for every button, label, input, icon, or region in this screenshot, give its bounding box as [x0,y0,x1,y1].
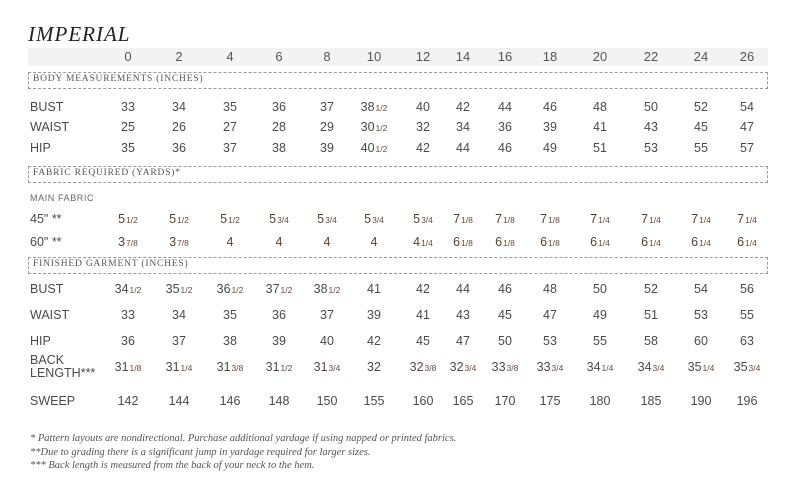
table-cell: 29 [320,120,334,134]
table-cell: 170 [494,394,516,408]
section-fabric-label: FABRIC REQUIRED (YARDS)* [33,168,181,178]
table-cell: 53 [694,308,708,322]
table-cell: 343/4 [637,360,665,374]
table-cell: 148 [268,394,290,408]
table-cell: 33 [121,100,135,114]
table-cell: 53/4 [413,212,433,226]
footnotes [30,432,456,473]
table-cell: 47 [543,308,557,322]
table-cell: 45 [498,308,512,322]
table-cell: 37/8 [169,235,189,249]
footnote-1: * Pattern layouts are nondirectional. Purchase additional yardage if using napped or printed fabrics. [30,433,457,444]
table-row [0,141,800,161]
table-cell: 53/4 [269,212,289,226]
table-cell: 160 [412,394,434,408]
table-cell: 351/4 [687,360,715,374]
table-cell: 61/4 [691,235,711,249]
size-10-header: 10 [366,49,382,64]
row-label: HIP [30,141,51,155]
table-cell: 40 [320,334,334,348]
table-cell: 42 [416,282,430,296]
table-cell: 61/8 [540,235,560,249]
size-0-header: 0 [124,49,132,64]
size-26-header: 26 [739,49,755,64]
table-cell: 333/4 [536,360,564,374]
table-cell: 28 [272,120,286,134]
table-cell: 41 [593,120,607,134]
table-cell: 51/2 [169,212,189,226]
table-row [0,334,800,354]
size-24-header: 24 [693,49,709,64]
table-cell: 57 [740,141,754,155]
table-cell: 71/4 [641,212,661,226]
table-cell: 37 [320,308,334,322]
table-cell: 311/4 [165,360,193,374]
table-cell: 190 [690,394,712,408]
table-cell: 71/8 [453,212,473,226]
pattern-title: IMPERIAL [28,22,131,46]
table-row [0,212,800,232]
table-cell: 71/8 [495,212,515,226]
table-cell: 47 [740,120,754,134]
table-cell: 48 [593,100,607,114]
table-cell: 50 [498,334,512,348]
table-row [0,353,800,380]
table-cell: 4 [275,235,283,249]
row-label: 45" ** [30,212,62,226]
table-cell: 44 [498,100,512,114]
table-cell: 55 [593,334,607,348]
row-label: HIP [30,334,51,348]
table-cell: 313/4 [313,360,341,374]
table-row [0,120,800,140]
table-cell: 353/4 [733,360,761,374]
table-row [0,282,800,302]
table-cell: 39 [367,308,381,322]
table-cell: 49 [543,141,557,155]
table-cell: 27 [223,120,237,134]
table-row [0,308,800,328]
table-cell: 53 [644,141,658,155]
table-cell: 196 [736,394,758,408]
footnote-3: *** Back length is measured from the back of your neck to the hem. [30,460,315,471]
table-cell: 55 [740,308,754,322]
table-cell: 311/2 [265,360,293,374]
table-cell: 311/8 [114,360,142,374]
table-cell: 333/8 [491,360,519,374]
table-cell: 41/4 [413,235,433,249]
table-cell: 61/4 [737,235,757,249]
table-cell: 52 [694,100,708,114]
table-cell: 36 [172,141,186,155]
table-cell: 50 [593,282,607,296]
table-cell: 323/4 [449,360,477,374]
table-cell: 371/2 [265,282,293,296]
table-cell: 37 [172,334,186,348]
row-label: WAIST [30,308,70,322]
table-cell: 301/2 [360,120,388,134]
table-cell: 42 [416,141,430,155]
table-cell: 36 [498,120,512,134]
table-cell: 39 [272,334,286,348]
table-cell: 35 [223,100,237,114]
table-cell: 54 [740,100,754,114]
table-cell: 53/4 [317,212,337,226]
table-cell: 46 [498,282,512,296]
table-cell: 4 [323,235,331,249]
table-cell: 40 [416,100,430,114]
size-18-header: 18 [542,49,558,64]
table-cell: 38 [272,141,286,155]
table-cell: 43 [456,308,470,322]
table-cell: 53 [543,334,557,348]
table-cell: 71/4 [737,212,757,226]
table-cell: 71/4 [590,212,610,226]
section-finished-garment [28,257,768,274]
table-row [0,235,800,255]
table-cell: 185 [640,394,662,408]
table-cell: 165 [452,394,474,408]
table-cell: 41 [367,282,381,296]
size-6-header: 6 [275,49,283,64]
table-cell: 155 [363,394,385,408]
size-8-header: 8 [323,49,331,64]
main-fabric-label: MAIN FABRIC [30,193,95,203]
table-cell: 38 [223,334,237,348]
table-cell: 150 [316,394,338,408]
table-cell: 51/2 [220,212,240,226]
row-label: SWEEP [30,394,76,408]
table-cell: 341/4 [586,360,614,374]
table-row [0,394,800,414]
row-label: BUST [30,100,64,114]
table-cell: 42 [367,334,381,348]
size-14-header: 14 [455,49,471,64]
table-cell: 61/4 [590,235,610,249]
size-12-header: 12 [415,49,431,64]
table-cell: 53/4 [364,212,384,226]
size-16-header: 16 [497,49,513,64]
row-label: WAIST [30,120,70,134]
table-cell: 144 [168,394,190,408]
table-cell: 47 [456,334,470,348]
table-cell: 146 [219,394,241,408]
size-22-header: 22 [643,49,659,64]
table-cell: 361/2 [216,282,244,296]
table-cell: 33 [121,308,135,322]
footnote-2: **Due to grading there is a significant jump in yardage required for larger sizes. [30,446,371,458]
row-label [30,354,95,380]
table-cell: 25 [121,120,135,134]
table-cell: 341/2 [114,282,142,296]
table-cell: 41 [416,308,430,322]
table-cell: 56 [740,282,754,296]
row-label-line: LENGTH*** [30,366,96,380]
table-cell: 4 [226,235,234,249]
table-cell: 44 [456,282,470,296]
section-fabric-required [28,166,768,183]
table-cell: 381/2 [313,282,341,296]
table-cell: 61/4 [641,235,661,249]
table-cell: 36 [272,100,286,114]
table-cell: 39 [543,120,557,134]
table-cell: 51 [644,308,658,322]
table-cell: 45 [694,120,708,134]
table-cell: 4 [370,235,378,249]
section-body-measurements [28,72,768,89]
table-cell: 32 [416,120,430,134]
table-cell: 34 [172,308,186,322]
table-cell: 34 [172,100,186,114]
table-cell: 63 [740,334,754,348]
table-cell: 142 [117,394,139,408]
table-cell: 61/8 [453,235,473,249]
size-20-header: 20 [592,49,608,64]
size-header-row [28,48,768,66]
table-cell: 61/8 [495,235,515,249]
table-cell: 51/2 [118,212,138,226]
table-cell: 180 [589,394,611,408]
table-cell: 37 [223,141,237,155]
table-cell: 35 [223,308,237,322]
table-cell: 42 [456,100,470,114]
table-cell: 60 [694,334,708,348]
table-cell: 36 [272,308,286,322]
table-cell: 71/8 [540,212,560,226]
table-cell: 45 [416,334,430,348]
section-body-label: BODY MEASUREMENTS (INCHES) [33,74,204,84]
table-cell: 49 [593,308,607,322]
row-label: BUST [30,282,64,296]
table-cell: 313/8 [216,360,244,374]
table-cell: 401/2 [360,141,388,155]
row-label-line: BACK [30,353,65,367]
table-cell: 50 [644,100,658,114]
table-cell: 48 [543,282,557,296]
table-cell: 51 [593,141,607,155]
section-garment-label: FINISHED GARMENT (INCHES) [33,259,189,269]
table-cell: 44 [456,141,470,155]
table-row [0,100,800,120]
table-cell: 381/2 [360,100,388,114]
table-cell: 26 [172,120,186,134]
table-cell: 37 [320,100,334,114]
table-cell: 39 [320,141,334,155]
table-cell: 175 [539,394,561,408]
table-cell: 32 [367,360,381,374]
table-cell: 71/4 [691,212,711,226]
row-label: 60" ** [30,235,62,249]
table-cell: 55 [694,141,708,155]
table-cell: 34 [456,120,470,134]
table-cell: 35 [121,141,135,155]
table-cell: 58 [644,334,658,348]
size-4-header: 4 [226,49,234,64]
table-cell: 351/2 [165,282,193,296]
table-cell: 46 [498,141,512,155]
size-2-header: 2 [175,49,183,64]
table-cell: 43 [644,120,658,134]
table-cell: 37/8 [118,235,138,249]
table-cell: 54 [694,282,708,296]
table-cell: 52 [644,282,658,296]
table-cell: 46 [543,100,557,114]
table-cell: 323/8 [409,360,437,374]
table-cell: 36 [121,334,135,348]
